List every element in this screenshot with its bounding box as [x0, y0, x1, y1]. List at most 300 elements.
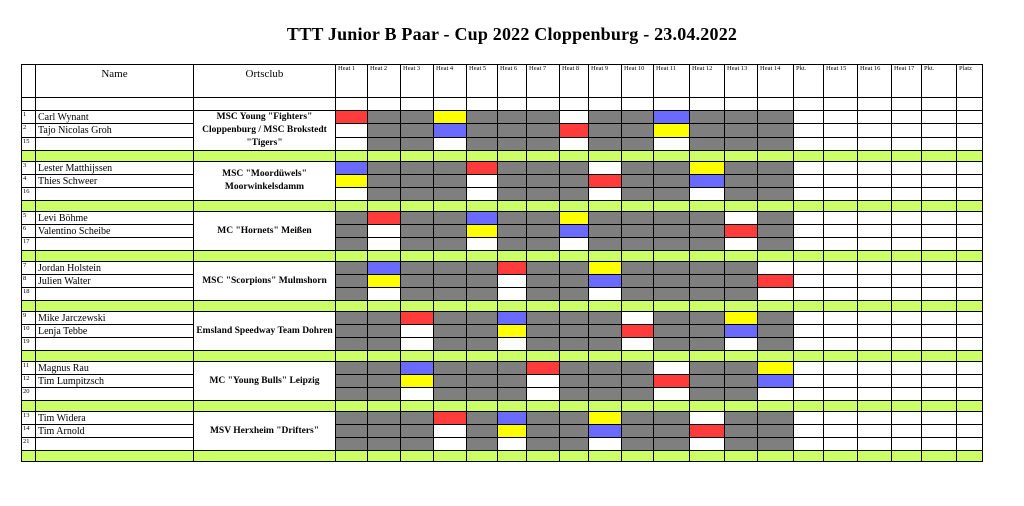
separator-cell	[36, 151, 194, 162]
heat-cell	[725, 425, 758, 438]
heat-cell	[498, 111, 527, 124]
heat-cell	[725, 238, 758, 251]
heat-cell	[527, 262, 560, 275]
heat-cell	[434, 137, 467, 150]
heat-cell	[434, 425, 467, 438]
rider-name	[36, 188, 194, 201]
heat-cell	[434, 212, 467, 225]
separator-cell	[892, 451, 922, 462]
separator-cell	[368, 251, 401, 262]
score-cell	[824, 375, 858, 388]
rider-name	[36, 388, 194, 401]
rider-number: 10	[22, 325, 36, 338]
score-cell	[824, 225, 858, 238]
score-cell	[824, 312, 858, 325]
separator-cell	[22, 401, 36, 412]
heat-cell	[368, 288, 401, 301]
rider-number: 2	[22, 124, 36, 137]
separator-cell	[922, 251, 957, 262]
header-heat: Heat 1	[336, 65, 368, 98]
separator-cell	[498, 251, 527, 262]
score-cell	[858, 162, 892, 175]
empty-cell	[336, 98, 368, 111]
heat-cell	[434, 275, 467, 288]
score-cell	[824, 188, 858, 201]
heat-cell	[622, 362, 654, 375]
team-club: MC "Hornets" Meißen	[194, 212, 336, 251]
heat-cell	[622, 188, 654, 201]
separator-cell	[824, 151, 858, 162]
score-cell	[892, 111, 922, 124]
heat-cell	[589, 338, 622, 351]
heat-cell	[560, 438, 589, 451]
rider-row	[22, 362, 983, 375]
heat-cell	[560, 275, 589, 288]
heat-cell	[467, 425, 498, 438]
heat-cell	[690, 111, 725, 124]
heat-cell	[725, 388, 758, 401]
heat-cell	[498, 275, 527, 288]
heat-cell	[758, 438, 794, 451]
heat-cell	[401, 225, 434, 238]
rider-number: 1	[22, 111, 36, 124]
rider-name: Tajo Nicolas Groh	[36, 124, 194, 137]
heat-cell	[589, 312, 622, 325]
heat-cell	[498, 288, 527, 301]
heat-cell	[622, 438, 654, 451]
heat-cell	[725, 362, 758, 375]
heat-cell	[758, 275, 794, 288]
score-cell	[892, 312, 922, 325]
rider-name: Jordan Holstein	[36, 262, 194, 275]
heat-cell	[690, 288, 725, 301]
heat-cell	[527, 225, 560, 238]
score-cell	[858, 325, 892, 338]
heat-cell	[527, 325, 560, 338]
score-cell	[957, 262, 983, 275]
separator-cell	[725, 251, 758, 262]
rider-row	[22, 137, 983, 150]
rider-row	[22, 275, 983, 288]
rider-row	[22, 175, 983, 188]
heat-cell	[401, 188, 434, 201]
score-cell	[922, 111, 957, 124]
score-cell	[892, 212, 922, 225]
heat-cell	[368, 111, 401, 124]
separator-cell	[434, 351, 467, 362]
separator-cell	[622, 301, 654, 312]
heat-cell	[368, 338, 401, 351]
heat-cell	[690, 225, 725, 238]
separator-cell	[589, 401, 622, 412]
heat-cell	[368, 312, 401, 325]
heat-cell	[654, 175, 690, 188]
separator-cell	[36, 401, 194, 412]
heat-cell	[654, 225, 690, 238]
score-cell	[794, 175, 824, 188]
header-heat: Heat 13	[725, 65, 758, 98]
heat-cell	[560, 188, 589, 201]
heat-cell	[498, 338, 527, 351]
score-cell	[858, 375, 892, 388]
score-cell	[892, 325, 922, 338]
heat-cell	[654, 412, 690, 425]
heat-cell	[527, 362, 560, 375]
heat-cell	[725, 137, 758, 150]
heat-cell	[434, 111, 467, 124]
heat-cell	[560, 425, 589, 438]
separator-cell	[824, 401, 858, 412]
heat-cell	[498, 262, 527, 275]
separator-cell	[368, 351, 401, 362]
heat-cell	[589, 175, 622, 188]
rider-row	[22, 238, 983, 251]
header-heat: Heat 14	[758, 65, 794, 98]
score-cell	[794, 137, 824, 150]
heat-cell	[725, 275, 758, 288]
heat-cell	[336, 288, 368, 301]
rider-number: 8	[22, 275, 36, 288]
rider-name: Julien Walter	[36, 275, 194, 288]
score-cell	[957, 425, 983, 438]
separator-cell	[434, 301, 467, 312]
heat-cell	[622, 288, 654, 301]
separator-cell	[22, 251, 36, 262]
heat-cell	[401, 111, 434, 124]
score-cell	[892, 162, 922, 175]
separator-cell	[892, 351, 922, 362]
heat-cell	[467, 275, 498, 288]
score-cell	[957, 212, 983, 225]
heat-cell	[654, 312, 690, 325]
separator-cell	[434, 201, 467, 212]
heat-cell	[467, 288, 498, 301]
heat-cell	[401, 362, 434, 375]
header-heat: Heat 7	[527, 65, 560, 98]
heat-cell	[654, 111, 690, 124]
empty-cell	[794, 98, 824, 111]
separator-cell	[725, 201, 758, 212]
score-cell	[858, 262, 892, 275]
score-cell	[824, 262, 858, 275]
separator-cell	[922, 301, 957, 312]
heat-cell	[560, 175, 589, 188]
heat-cell	[368, 388, 401, 401]
heat-cell	[560, 338, 589, 351]
separator-cell	[560, 351, 589, 362]
separator-cell	[22, 451, 36, 462]
score-cell	[922, 412, 957, 425]
heat-cell	[368, 162, 401, 175]
separator-cell	[36, 251, 194, 262]
heat-cell	[434, 438, 467, 451]
heat-cell	[725, 325, 758, 338]
heat-cell	[336, 275, 368, 288]
header-heat: Heat 11	[654, 65, 690, 98]
empty-cell	[690, 98, 725, 111]
score-cell	[858, 225, 892, 238]
separator-cell	[654, 351, 690, 362]
score-cell	[858, 238, 892, 251]
rider-row	[22, 338, 983, 351]
score-cell	[922, 338, 957, 351]
heat-cell	[589, 111, 622, 124]
heat-cell	[467, 388, 498, 401]
score-cell	[794, 124, 824, 137]
heat-cell	[622, 262, 654, 275]
score-cell	[858, 388, 892, 401]
heat-cell	[690, 212, 725, 225]
heat-cell	[654, 275, 690, 288]
separator-cell	[336, 401, 368, 412]
heat-cell	[527, 124, 560, 137]
separator-cell	[922, 151, 957, 162]
heat-cell	[560, 111, 589, 124]
heat-cell	[690, 275, 725, 288]
separator-cell	[336, 351, 368, 362]
heat-cell	[336, 312, 368, 325]
separator-cell	[654, 201, 690, 212]
heat-cell	[589, 288, 622, 301]
separator-cell	[858, 351, 892, 362]
heat-cell	[622, 124, 654, 137]
separator-cell	[892, 151, 922, 162]
heat-cell	[758, 412, 794, 425]
separator-cell	[957, 251, 983, 262]
heat-cell	[467, 362, 498, 375]
separator-cell	[858, 151, 892, 162]
heat-cell	[498, 388, 527, 401]
separator-cell	[690, 451, 725, 462]
separator-cell	[194, 251, 336, 262]
separator-cell	[589, 201, 622, 212]
heat-cell	[434, 312, 467, 325]
heat-cell	[622, 212, 654, 225]
separator-row	[22, 451, 983, 462]
rider-name: Lester Matthijssen	[36, 162, 194, 175]
separator-cell	[622, 251, 654, 262]
score-cell	[892, 225, 922, 238]
heat-cell	[560, 137, 589, 150]
separator-cell	[758, 201, 794, 212]
score-cell	[794, 375, 824, 388]
heat-cell	[654, 388, 690, 401]
heat-cell	[725, 188, 758, 201]
empty-cell	[467, 98, 498, 111]
separator-cell	[622, 351, 654, 362]
heat-cell	[725, 162, 758, 175]
score-cell	[794, 225, 824, 238]
separator-cell	[401, 301, 434, 312]
heat-cell	[560, 212, 589, 225]
heat-cell	[690, 175, 725, 188]
separator-cell	[498, 301, 527, 312]
heat-cell	[368, 137, 401, 150]
heat-cell	[467, 225, 498, 238]
separator-cell	[467, 351, 498, 362]
empty-cell	[498, 98, 527, 111]
heat-cell	[725, 212, 758, 225]
heat-cell	[336, 325, 368, 338]
separator-cell	[22, 151, 36, 162]
empty-cell	[560, 98, 589, 111]
score-cell	[858, 111, 892, 124]
heat-cell	[434, 412, 467, 425]
score-cell	[824, 412, 858, 425]
separator-cell	[758, 301, 794, 312]
team-club: MSC "Moordüwels" Moorwinkelsdamm	[194, 162, 336, 201]
heat-cell	[336, 124, 368, 137]
separator-cell	[957, 351, 983, 362]
heat-cell	[498, 238, 527, 251]
heat-cell	[654, 362, 690, 375]
rider-number: 11	[22, 362, 36, 375]
rider-row	[22, 162, 983, 175]
separator-cell	[794, 451, 824, 462]
rider-number: 14	[22, 425, 36, 438]
rider-name	[36, 288, 194, 301]
team-club: MSV Herxheim "Drifters"	[194, 412, 336, 451]
separator-cell	[434, 401, 467, 412]
heat-cell	[467, 412, 498, 425]
heat-cell	[368, 212, 401, 225]
separator-cell	[194, 451, 336, 462]
separator-cell	[654, 251, 690, 262]
heat-cell	[527, 212, 560, 225]
separator-cell	[36, 201, 194, 212]
score-cell	[858, 412, 892, 425]
heat-cell	[467, 162, 498, 175]
heat-cell	[498, 312, 527, 325]
score-cell	[824, 162, 858, 175]
separator-cell	[654, 151, 690, 162]
separator-cell	[690, 251, 725, 262]
separator-cell	[401, 351, 434, 362]
separator-row	[22, 301, 983, 312]
heat-cell	[725, 111, 758, 124]
heat-cell	[622, 225, 654, 238]
separator-cell	[794, 401, 824, 412]
separator-cell	[336, 301, 368, 312]
heat-cell	[336, 438, 368, 451]
heat-cell	[368, 425, 401, 438]
score-cell	[824, 137, 858, 150]
heat-cell	[498, 188, 527, 201]
score-cell	[922, 162, 957, 175]
separator-cell	[22, 351, 36, 362]
rider-number: 20	[22, 388, 36, 401]
rider-number: 21	[22, 438, 36, 451]
heat-cell	[527, 412, 560, 425]
separator-cell	[858, 451, 892, 462]
score-cell	[892, 137, 922, 150]
heat-cell	[690, 325, 725, 338]
score-cell	[794, 212, 824, 225]
header-heat: Heat 4	[434, 65, 467, 98]
separator-cell	[527, 151, 560, 162]
separator-cell	[922, 351, 957, 362]
heat-cell	[527, 375, 560, 388]
heat-cell	[725, 312, 758, 325]
separator-cell	[589, 351, 622, 362]
heat-cell	[690, 425, 725, 438]
heat-cell	[690, 362, 725, 375]
heat-cell	[527, 188, 560, 201]
rider-row	[22, 212, 983, 225]
score-cell	[892, 438, 922, 451]
rider-number: 5	[22, 212, 36, 225]
separator-cell	[589, 451, 622, 462]
score-cell	[794, 438, 824, 451]
heat-cell	[622, 338, 654, 351]
heat-cell	[434, 124, 467, 137]
rider-name: Carl Wynant	[36, 111, 194, 124]
separator-cell	[794, 351, 824, 362]
heat-cell	[498, 162, 527, 175]
heat-cell	[725, 225, 758, 238]
separator-cell	[560, 151, 589, 162]
separator-cell	[498, 451, 527, 462]
separator-cell	[922, 201, 957, 212]
heat-cell	[758, 262, 794, 275]
score-cell	[794, 362, 824, 375]
separator-cell	[858, 201, 892, 212]
score-cell	[922, 262, 957, 275]
score-cell	[922, 225, 957, 238]
rider-name: Tim Widera	[36, 412, 194, 425]
rider-number: 17	[22, 238, 36, 251]
separator-cell	[194, 301, 336, 312]
heat-cell	[690, 438, 725, 451]
separator-cell	[892, 201, 922, 212]
separator-cell	[527, 251, 560, 262]
separator-cell	[467, 401, 498, 412]
heat-cell	[690, 312, 725, 325]
heat-cell	[467, 212, 498, 225]
heat-cell	[527, 275, 560, 288]
score-cell	[922, 325, 957, 338]
rider-number: 18	[22, 288, 36, 301]
score-cell	[858, 288, 892, 301]
separator-cell	[690, 351, 725, 362]
separator-cell	[194, 201, 336, 212]
separator-row	[22, 351, 983, 362]
header-heat: Heat 12	[690, 65, 725, 98]
score-cell	[922, 137, 957, 150]
heat-cell	[401, 212, 434, 225]
heat-cell	[527, 162, 560, 175]
heat-cell	[690, 388, 725, 401]
heat-cell	[498, 362, 527, 375]
score-cell	[922, 388, 957, 401]
separator-cell	[401, 151, 434, 162]
separator-cell	[922, 451, 957, 462]
heat-cell	[758, 312, 794, 325]
score-cell	[824, 338, 858, 351]
separator-cell	[368, 151, 401, 162]
separator-cell	[401, 451, 434, 462]
heat-cell	[758, 288, 794, 301]
heat-cell	[467, 124, 498, 137]
empty-cell	[368, 98, 401, 111]
header-heat: Heat 5	[467, 65, 498, 98]
score-cell	[922, 175, 957, 188]
heat-cell	[401, 438, 434, 451]
heat-cell	[690, 162, 725, 175]
heat-cell	[368, 262, 401, 275]
score-cell	[858, 338, 892, 351]
heat-cell	[434, 238, 467, 251]
